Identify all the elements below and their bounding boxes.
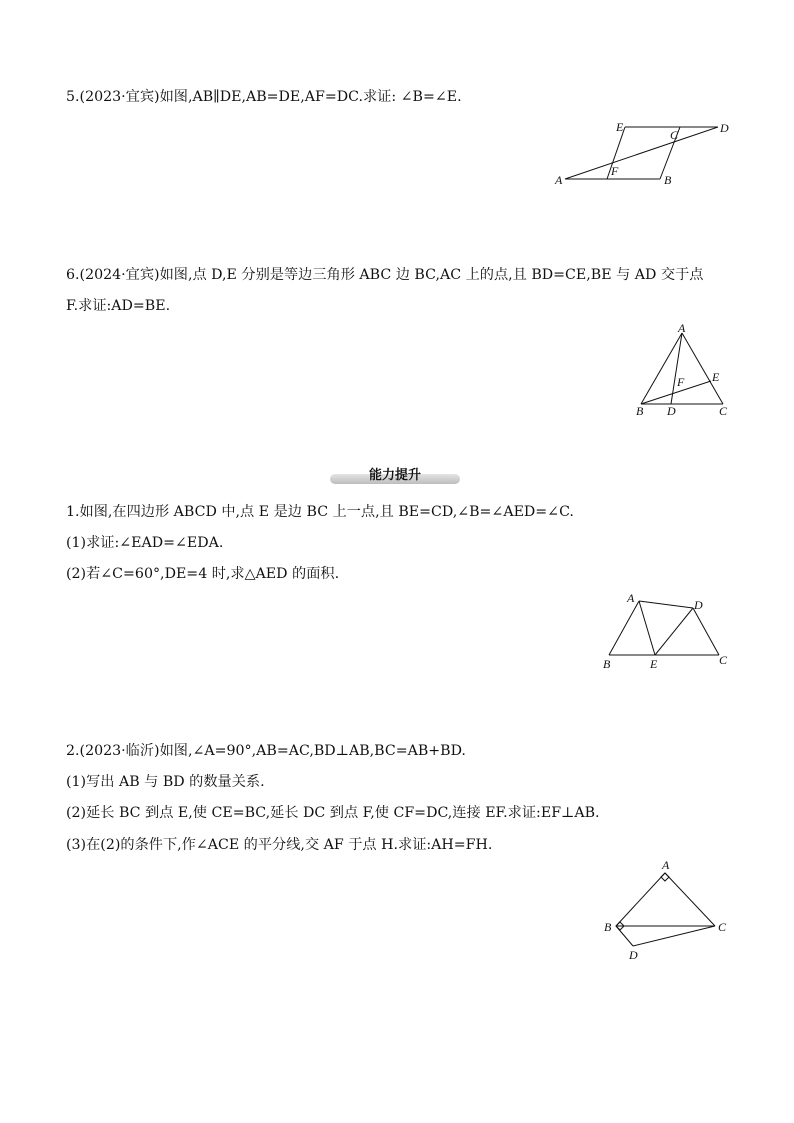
right-triangle-diagram	[595, 858, 740, 963]
label-b: B	[664, 173, 672, 187]
ability-q1-part-1: (1)求证:∠EAD=∠EDA.	[66, 535, 224, 551]
segment-ab	[616, 873, 665, 926]
label-a: A	[627, 591, 635, 605]
label-e: E	[650, 657, 658, 671]
label-b: B	[636, 404, 644, 418]
label-b: B	[604, 920, 612, 934]
label-b: B	[603, 657, 611, 671]
problem-6-line-2: F.求证:AD=BE.	[66, 298, 171, 314]
label-c: C	[670, 128, 679, 142]
section-title: 能力提升	[368, 468, 421, 483]
label-d: D	[629, 948, 638, 962]
ability-q2-part-3: (3)在(2)的条件下,作∠ACE 的平分线,交 AF 于点 H.求证:AH=FH.	[66, 837, 493, 853]
label-d: D	[667, 404, 676, 418]
ability-q1-part-2: (2)若∠C=60°,DE=4 时,求△AED 的面积.	[66, 566, 340, 582]
quadrilateral-diagram	[595, 588, 735, 670]
label-d: D	[720, 121, 729, 135]
ability-q2-part-1: (1)写出 AB 与 BD 的数量关系.	[66, 774, 265, 790]
segment-dc	[693, 608, 719, 655]
segment-ae	[639, 601, 655, 655]
segment-dc	[633, 926, 715, 946]
problem-5-text: 5.(2023·宜宾)如图,AB∥DE,AB=DE,AF=DC.求证: ∠B=∠E.	[66, 89, 462, 105]
ability-q2-stem: 2.(2023·临沂)如图,∠A=90°,AB=AC,BD⊥AB,BC=AB+BD.	[66, 743, 466, 759]
label-c: C	[718, 920, 727, 934]
label-a: A	[662, 858, 670, 872]
equilateral-triangle-diagram	[630, 320, 735, 420]
label-a: A	[678, 321, 686, 335]
label-d: D	[694, 598, 703, 612]
figure-problem-5	[555, 115, 735, 190]
segment-ad	[565, 127, 718, 179]
right-angle-mark-a	[661, 873, 669, 881]
figure-ability-1	[595, 588, 735, 670]
ability-q2-part-2: (2)延长 BC 到点 E,使 CE=BC,延长 DC 到点 F,使 CF=DC,连接 EF.求证:EF⊥AB.	[66, 805, 600, 821]
label-f: F	[611, 164, 619, 178]
figure-problem-6	[630, 320, 735, 420]
segment-ed	[655, 608, 693, 655]
segment-ab	[609, 601, 639, 655]
section-banner	[330, 468, 460, 486]
figure-ability-2	[595, 858, 740, 963]
segment-be	[641, 381, 711, 404]
parallelogram-diagram	[555, 115, 735, 190]
label-c: C	[719, 404, 728, 418]
segment-ac	[682, 333, 723, 404]
ability-q1-stem: 1.如图,在四边形 ABCD 中,点 E 是边 BC 上一点,且 BE=CD,∠B=∠AED=∠C.	[66, 504, 574, 520]
label-c: C	[719, 653, 728, 667]
label-a: A	[555, 173, 563, 187]
label-e: E	[712, 370, 720, 384]
label-e: E	[616, 120, 624, 134]
segment-ad	[639, 601, 693, 608]
segment-ab	[641, 333, 682, 404]
label-f: F	[677, 375, 685, 389]
segment-ac	[665, 873, 715, 926]
problem-6-line-1: 6.(2024·宜宾)如图,点 D,E 分别是等边三角形 ABC 边 BC,AC 上的点,且 BD=CE,BE 与 AD 交于点	[66, 267, 704, 283]
